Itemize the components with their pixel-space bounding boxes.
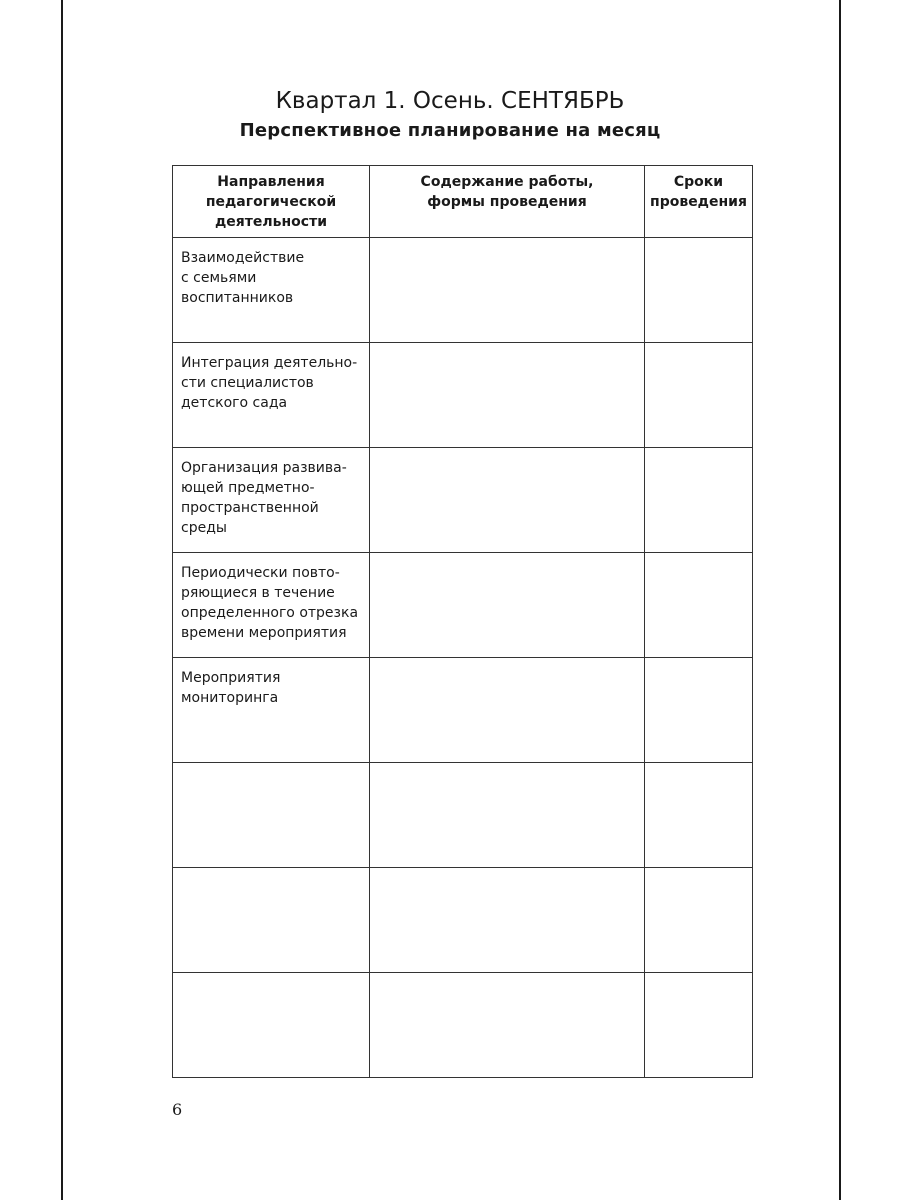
content-cell[interactable] [370,238,645,343]
direction-cell: Взаимодействие с семьями воспитанников [173,238,370,343]
content-cell[interactable] [370,343,645,448]
dates-cell[interactable] [645,553,753,658]
header-content: Содержание работы, формы проведения [370,166,645,238]
page-title: Квартал 1. Осень. СЕНТЯБРЬ [275,88,625,114]
table-header-row [173,166,753,238]
dates-cell[interactable] [645,763,753,868]
direction-cell: Периодически повто- ряющиеся в течение определенного отрезка времени мероприятия [173,553,370,658]
table-row [173,238,753,343]
direction-cell[interactable] [173,868,370,973]
table-row [173,868,753,973]
direction-cell[interactable] [173,763,370,868]
table-row [173,343,753,448]
table-row [173,763,753,868]
dates-cell[interactable] [645,658,753,763]
dates-cell[interactable] [645,343,753,448]
page-number: 6 [172,1100,183,1119]
table-row [173,658,753,763]
table-row [173,448,753,553]
dates-cell[interactable] [645,238,753,343]
content-cell[interactable] [370,658,645,763]
direction-cell: Интеграция деятельно- сти специалистов детского сада [173,343,370,448]
content-cell[interactable] [370,448,645,553]
table-row [173,973,753,1078]
direction-cell: Мероприятия мониторинга [173,658,370,763]
content-cell[interactable] [370,973,645,1078]
dates-cell[interactable] [645,448,753,553]
direction-cell[interactable] [173,973,370,1078]
content-cell[interactable] [370,553,645,658]
planning-table [172,165,753,1078]
page-subtitle: Перспективное планирование на месяц [239,120,661,141]
header-direction: Направления педагогической деятельности [173,166,370,238]
direction-cell: Организация развива- ющей предметно- пространственной среды [173,448,370,553]
dates-cell[interactable] [645,868,753,973]
content-cell[interactable] [370,868,645,973]
table-row [173,553,753,658]
header-dates: Сроки проведения [645,166,753,238]
content-cell[interactable] [370,763,645,868]
dates-cell[interactable] [645,973,753,1078]
